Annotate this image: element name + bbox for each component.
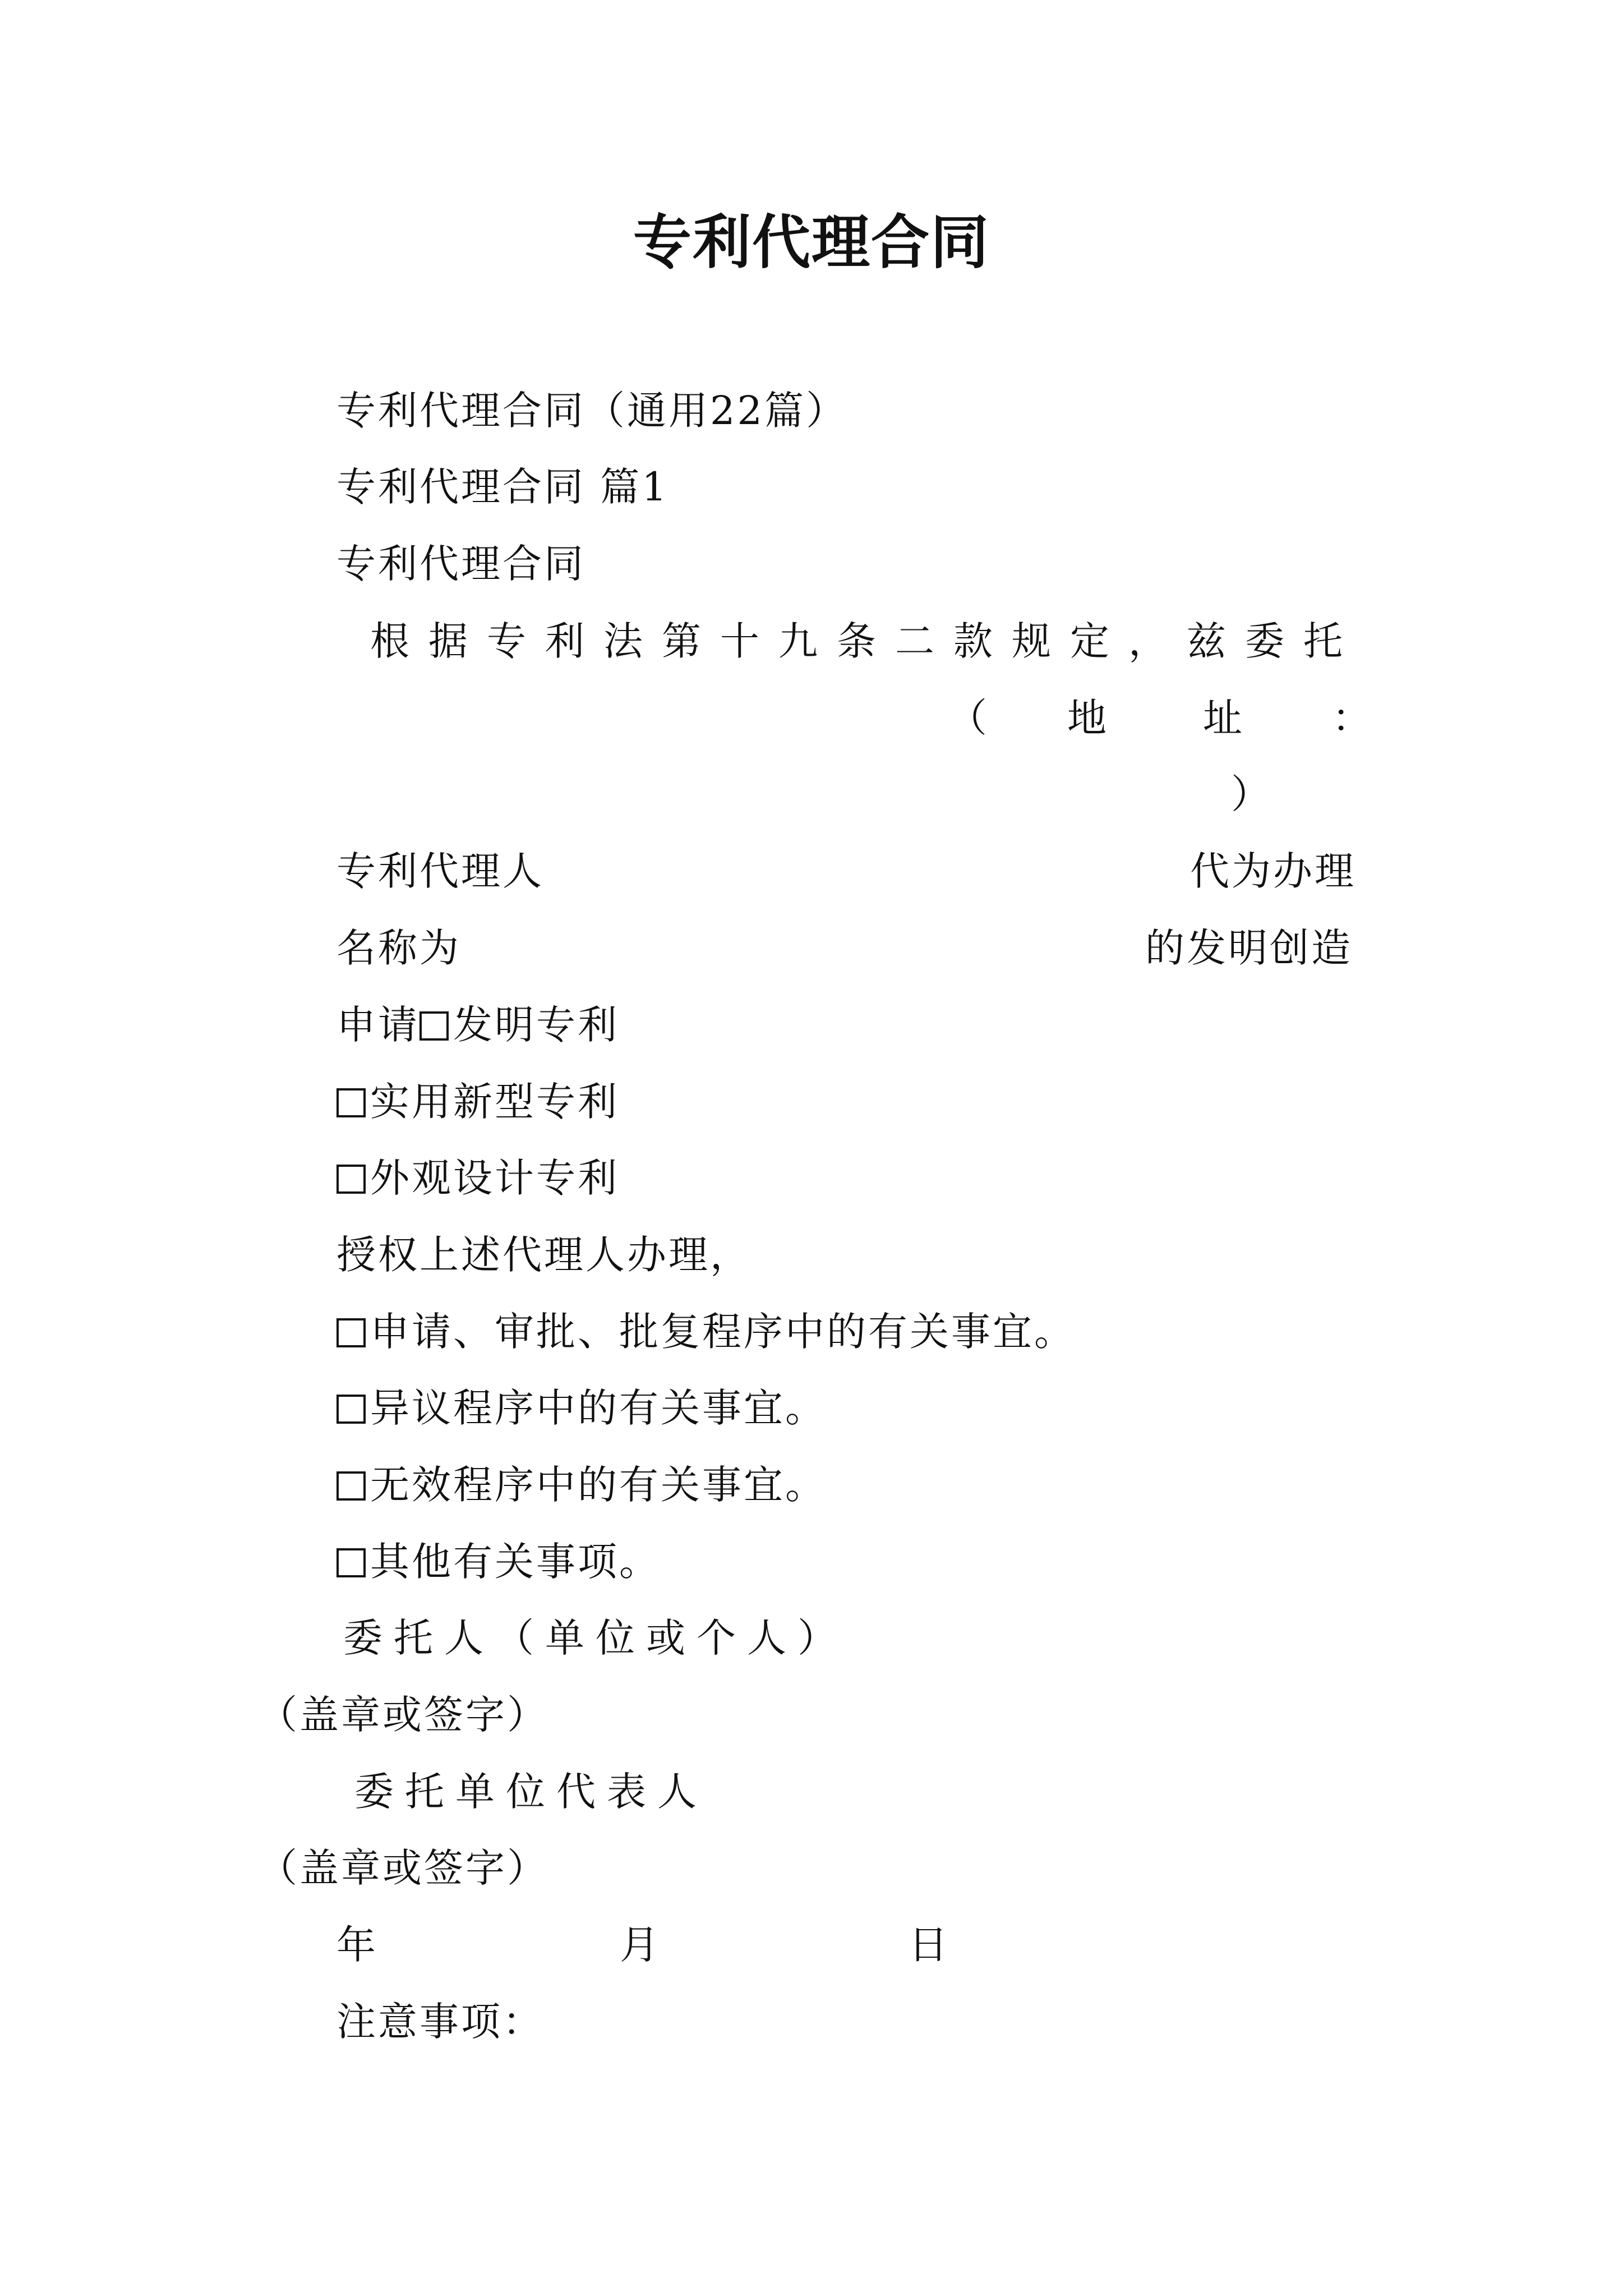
- checkbox-utility-model[interactable]: [336, 1088, 366, 1117]
- seal-or-signature-1: （盖章或签字）: [258, 1692, 548, 1738]
- date-month: 月: [620, 1922, 661, 1968]
- checkbox-invalidation[interactable]: [336, 1471, 366, 1501]
- authorization-text: 授权上述代理人办理，: [336, 1232, 751, 1278]
- address-open-paren: （: [948, 695, 989, 741]
- contract-subtitle: 专利代理合同: [336, 541, 585, 587]
- apply-label: 申请: [336, 1002, 419, 1048]
- statute-clause: 根据专利法第十九条二款规定，兹委托: [370, 618, 1362, 664]
- invention-creation-text: 的发明创造: [1145, 925, 1353, 971]
- principal-label: 委托人（单位或个人）: [343, 1615, 848, 1661]
- option-examination-label: 申请、审批、批复程序中的有关事宜。: [370, 1309, 1076, 1355]
- heading-general: 专利代理合同（通用22篇）: [336, 388, 848, 434]
- seal-or-signature-2: （盖章或签字）: [258, 1845, 548, 1891]
- invention-name-label: 名称为: [336, 925, 461, 971]
- option-utility-label: 实用新型专利: [370, 1079, 619, 1125]
- option-examination: [336, 1304, 1076, 1360]
- checkbox-other-matters[interactable]: [336, 1548, 366, 1577]
- checkbox-design-patent[interactable]: [336, 1165, 366, 1194]
- date-day: 日: [909, 1922, 950, 1968]
- checkbox-invention-patent[interactable]: [419, 1011, 449, 1041]
- heading-part-1: 专利代理合同 篇1: [336, 464, 669, 510]
- option-other-label: 其他有关事项。: [370, 1539, 661, 1585]
- checkbox-examination[interactable]: [336, 1318, 366, 1347]
- option-design-label: 外观设计专利: [370, 1155, 619, 1201]
- option-invalidation-label: 无效程序中的有关事宜。: [370, 1462, 827, 1508]
- option-utility-model: [336, 1074, 619, 1130]
- checkbox-opposition[interactable]: [336, 1395, 366, 1424]
- representative-label: 委托单位代表人: [354, 1769, 708, 1815]
- agent-label: 专利代理人: [336, 848, 544, 894]
- address-label-di: 地: [1067, 695, 1109, 741]
- address-label-zhi: 址: [1203, 695, 1244, 741]
- option-invalidation: [336, 1457, 827, 1513]
- option-opposition: [336, 1380, 827, 1436]
- notes-heading: 注意事项：: [336, 1999, 544, 2045]
- option-invention-label: 发明专利: [453, 1002, 619, 1048]
- date-year: 年: [336, 1922, 378, 1968]
- option-opposition-label: 异议程序中的有关事宜。: [370, 1385, 827, 1431]
- option-design-patent: [336, 1150, 619, 1206]
- agent-handle-text: 代为办理: [1190, 848, 1356, 894]
- address-colon: ：: [1332, 695, 1373, 741]
- option-invention-patent: [336, 997, 619, 1053]
- address-close-paren: ）: [1231, 771, 1272, 817]
- option-other-matters: [336, 1534, 661, 1590]
- page-title: 专利代理合同: [633, 208, 990, 277]
